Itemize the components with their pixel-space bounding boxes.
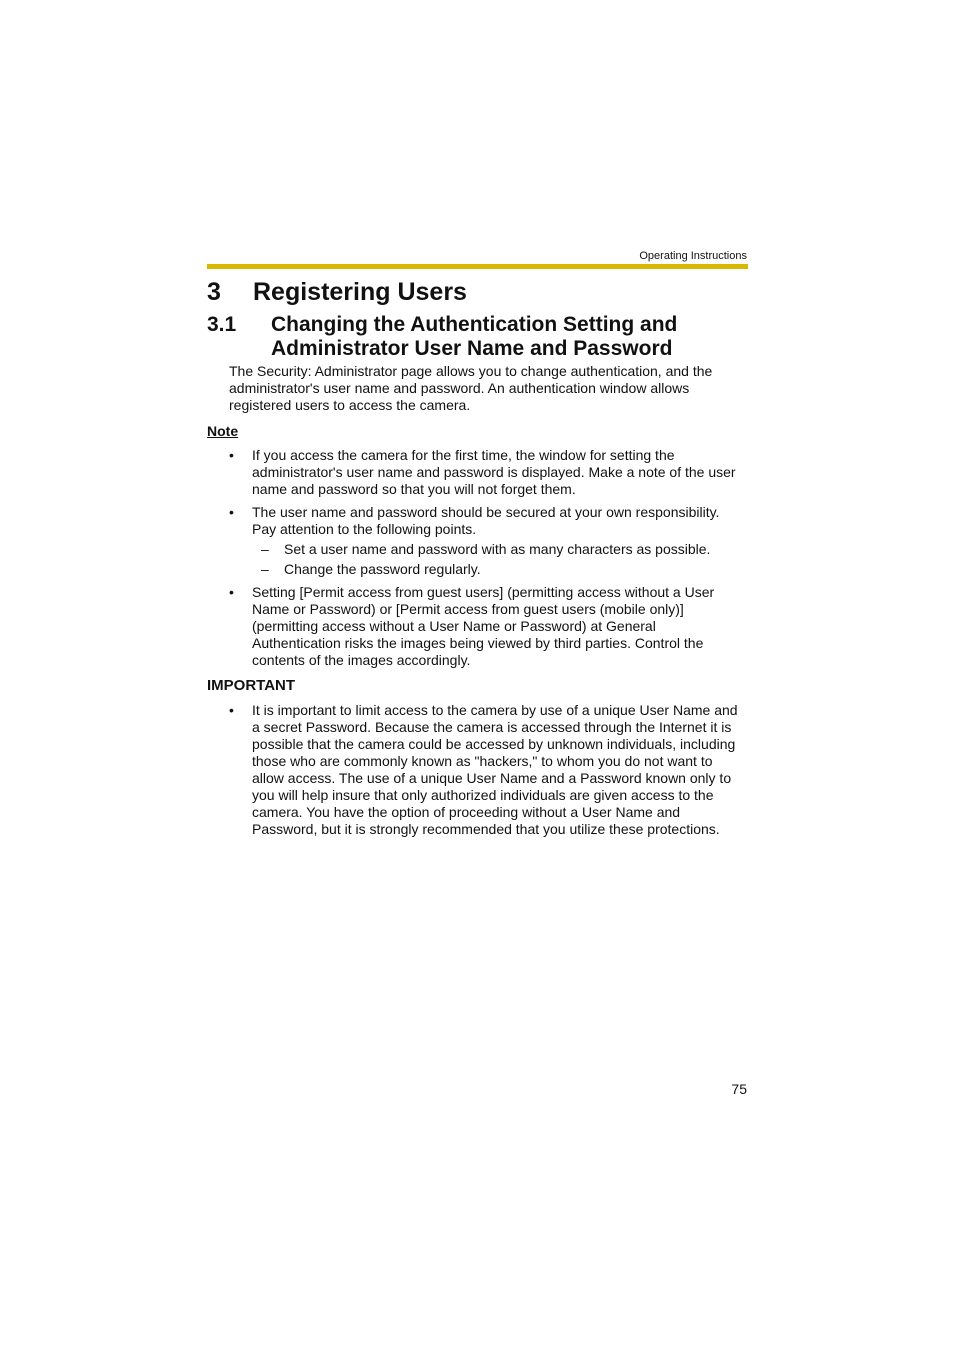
- list-item-text: Setting [Permit access from guest users] (permitting access without a User Name or Password) or [Permit access from guest users (mobile only)] (permitting access without a User Name or Password) at General Authentication risks the images being viewed by third parties. Control the contents of the images accordingly.: [252, 584, 715, 668]
- bullet-glyph: •: [229, 504, 234, 520]
- note-heading: Note: [207, 423, 239, 439]
- bullet-glyph: •: [229, 447, 234, 463]
- list-item: [229, 584, 746, 669]
- list-item-text: It is important to limit access to the camera by use of a unique User Name and a secret Password. Because the camera is accessed through the Internet it is possible that the camera could be accessed by unknown individuals, including those who are commonly known as "hackers," to whom you do not want to allow access. The use of a unique User Name and a Password known only to you will help insure that only authorized individuals are given access to the camera. You have the option of proceeding without a User Name and Password, but it is strongly recommended that you utilize these protections.: [252, 702, 738, 837]
- running-header: Operating Instructions: [639, 250, 747, 262]
- list-item: [229, 504, 746, 578]
- bullet-glyph: •: [229, 584, 234, 600]
- list-item: [229, 702, 746, 838]
- intro-paragraph: The Security: Administrator page allows you to change authentication, and the administrator's user name and password. An authentication window allows registered users to access the camera.: [229, 363, 713, 413]
- chapter-title: [207, 276, 467, 308]
- section-title-text: Changing the Authentication Setting and Administrator User Name and Password: [271, 313, 678, 360]
- note-list: [229, 447, 746, 675]
- chapter-title-text: Registering Users: [253, 278, 467, 306]
- list-item-text: The user name and password should be secured at your own responsibility. Pay attention to the following points.: [252, 504, 720, 537]
- sub-list-item: [252, 541, 746, 558]
- sub-list-item-text: Change the password regularly.: [284, 561, 481, 577]
- sub-list-item-text: Set a user name and password with as many characters as possible.: [284, 541, 711, 557]
- section-title: [207, 313, 748, 361]
- important-heading: IMPORTANT: [207, 677, 296, 694]
- sub-list: [252, 541, 746, 578]
- sub-list-item: [252, 561, 746, 578]
- dash-glyph: –: [261, 541, 269, 557]
- bullet-glyph: •: [229, 702, 234, 718]
- section-number: 3.1: [207, 313, 237, 336]
- important-list: [229, 702, 746, 844]
- dash-glyph: –: [261, 561, 269, 577]
- list-item-text: If you access the camera for the first time, the window for setting the administrator's user name and password is displayed. Make a note of the user name and password so that you will not forget them.: [252, 447, 736, 497]
- list-item: [229, 447, 746, 498]
- chapter-number: 3: [207, 278, 221, 306]
- page-number: 75: [731, 1081, 747, 1097]
- header-rule: [207, 264, 748, 269]
